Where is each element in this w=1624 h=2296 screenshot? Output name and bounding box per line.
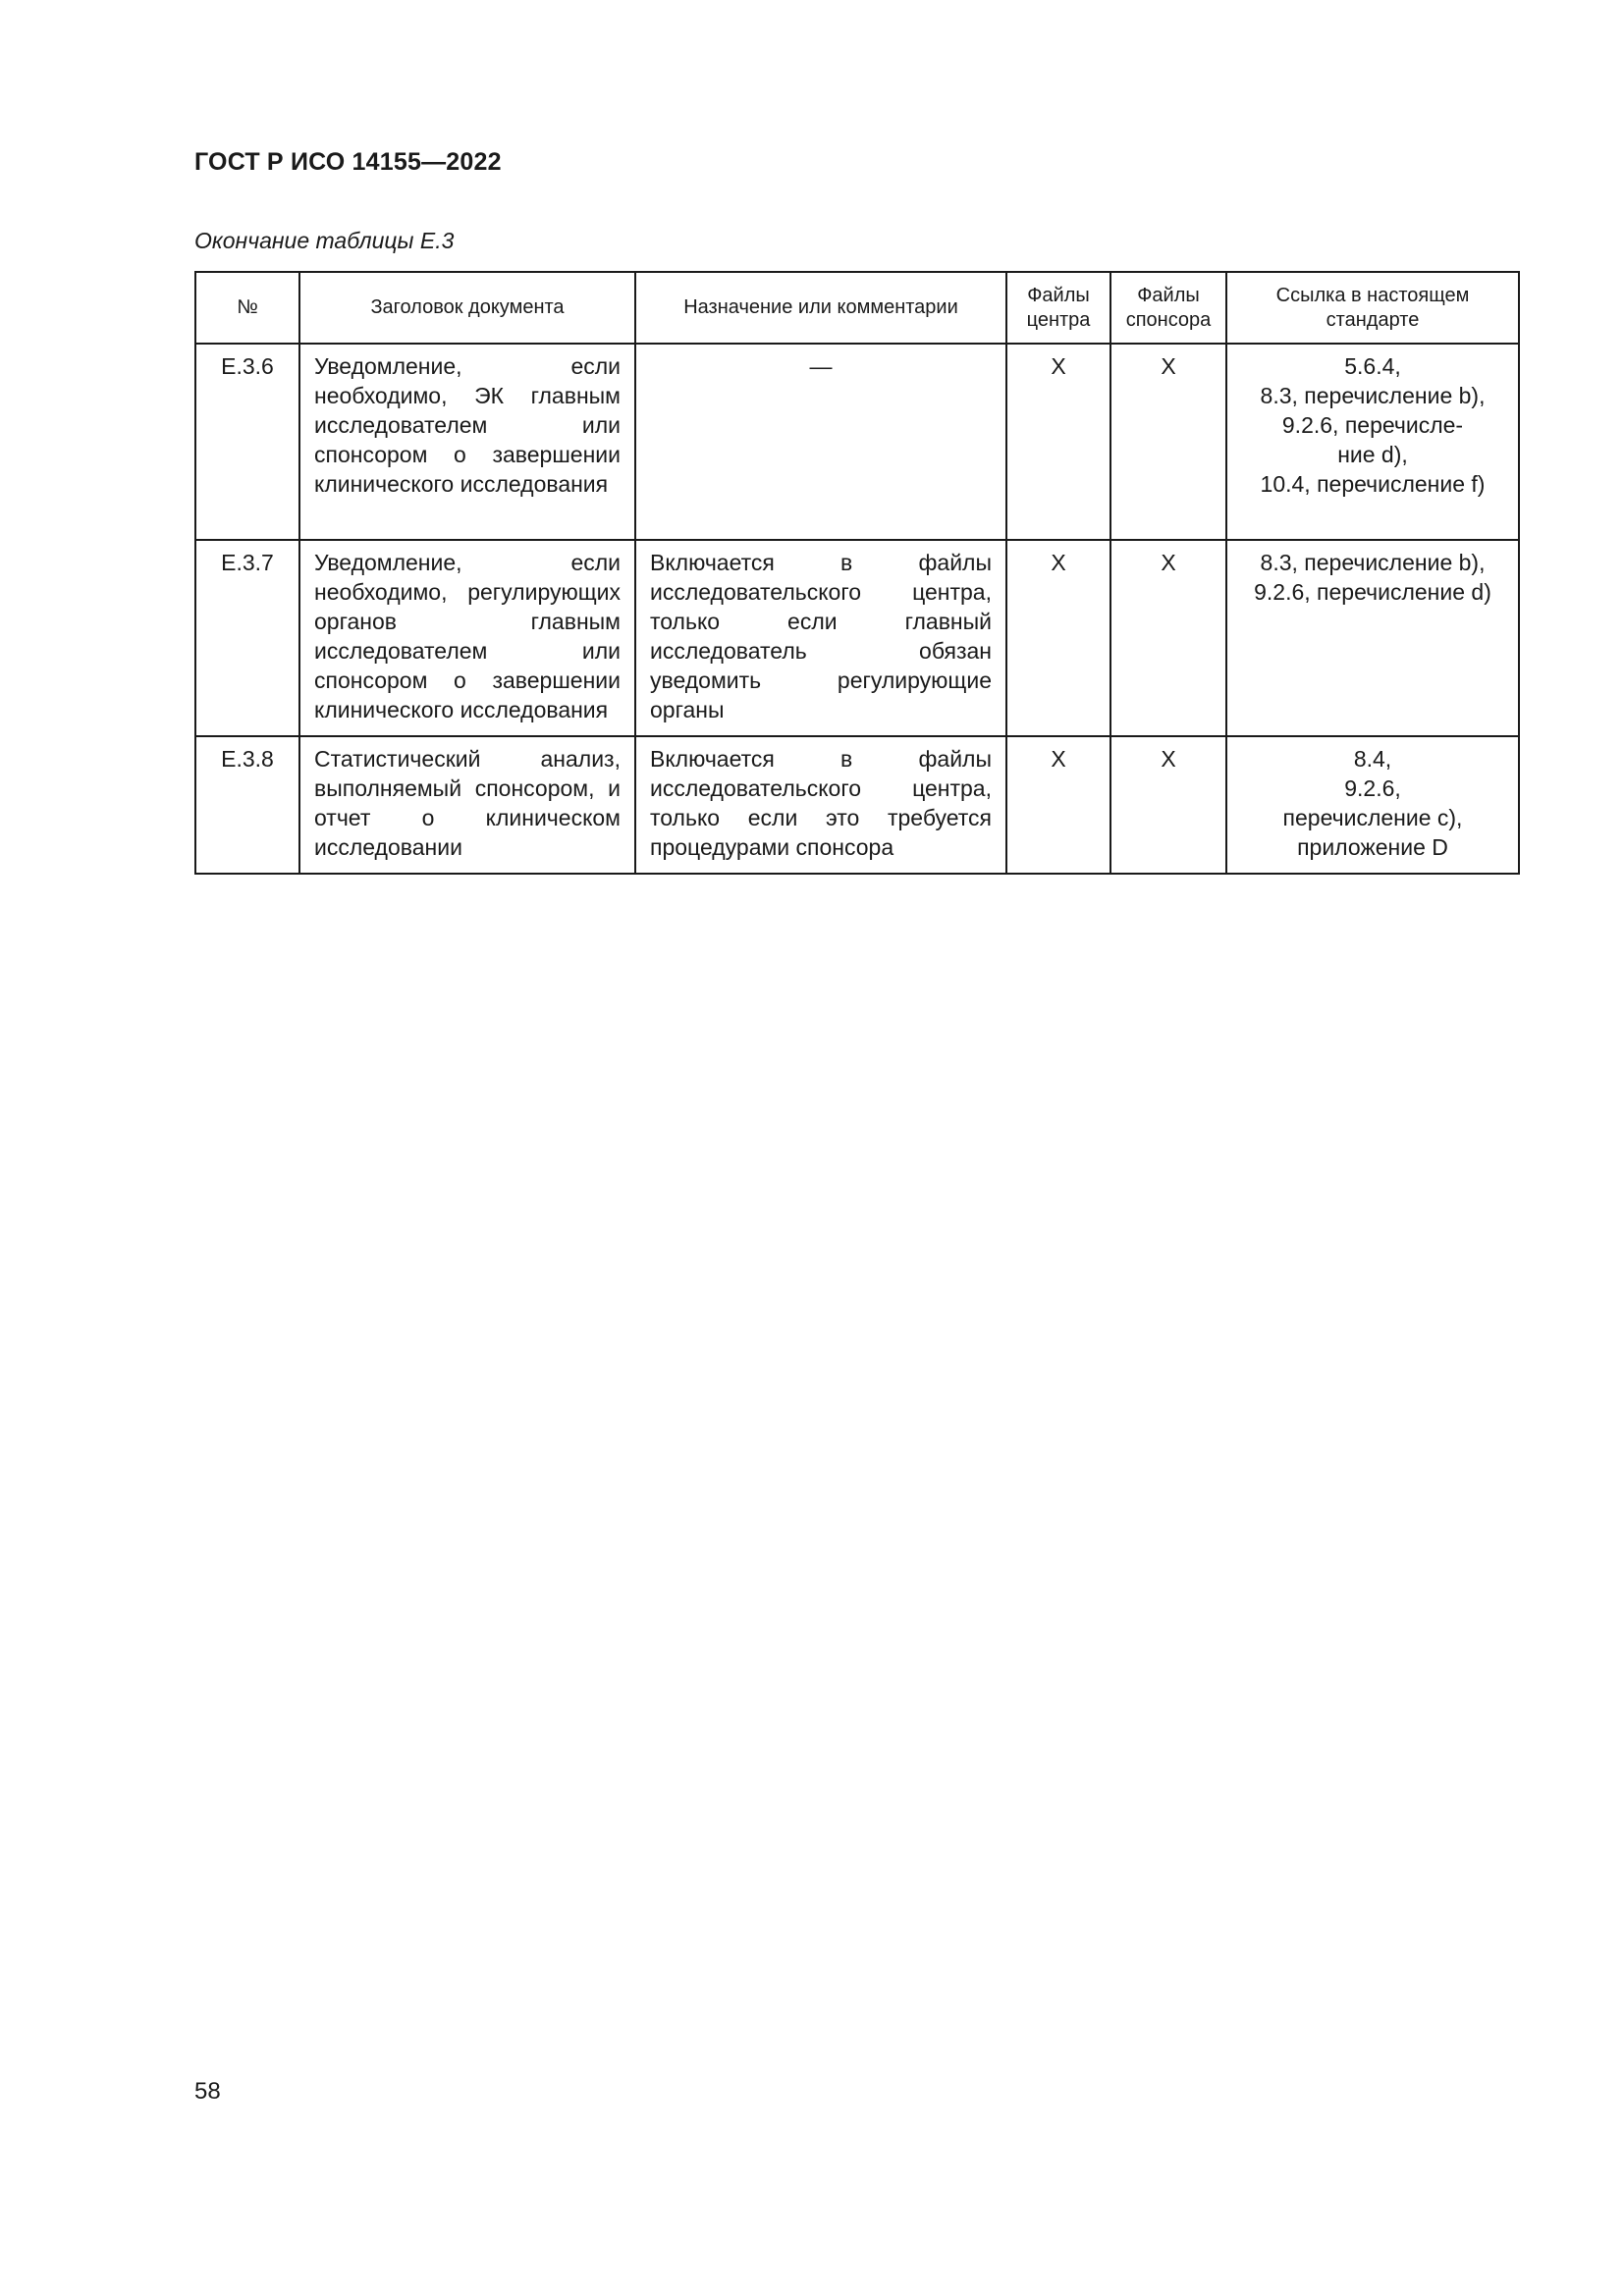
row-document-title: Статистический анализ, выполняемый спонсором, и отчет о клиническом исследовании bbox=[299, 736, 635, 874]
column-header-reference: Ссылка в настоящем стандарте bbox=[1226, 272, 1519, 344]
row-reference: 8.3, перечисление b), 9.2.6, перечисление d) bbox=[1226, 540, 1519, 736]
row-sponsor-files-mark: X bbox=[1110, 736, 1226, 874]
row-document-title: Уведомление, если необходимо, ЭК главным исследователем или спонсором о завершении клинического исследования bbox=[299, 344, 635, 540]
references-table bbox=[194, 271, 1520, 875]
row-site-files-mark: X bbox=[1006, 540, 1110, 736]
row-document-title: Уведомление, если необходимо, регулирующих органов главным исследователем или спонсором о завершении клинического исследования bbox=[299, 540, 635, 736]
row-number: Е.3.8 bbox=[195, 736, 299, 874]
row-site-files-mark: X bbox=[1006, 344, 1110, 540]
column-header-site-files: Файлы центра bbox=[1006, 272, 1110, 344]
row-purpose: Включается в файлы исследовательского центра, только если главный исследователь обязан уведомить регулирующие органы bbox=[635, 540, 1006, 736]
column-header-number: № bbox=[195, 272, 299, 344]
column-header-document-title: Заголовок документа bbox=[299, 272, 635, 344]
column-header-purpose: Назначение или комментарии bbox=[635, 272, 1006, 344]
row-number: Е.3.6 bbox=[195, 344, 299, 540]
row-site-files-mark: X bbox=[1006, 736, 1110, 874]
document-header: ГОСТ Р ИСО 14155—2022 bbox=[194, 148, 502, 176]
table-header-row bbox=[195, 272, 1519, 344]
row-purpose: Включается в файлы исследовательского центра, только если это требуется процедурами спонсора bbox=[635, 736, 1006, 874]
row-reference: 5.6.4, 8.3, перечисление b), 9.2.6, перечисле- ние d), 10.4, перечисление f) bbox=[1226, 344, 1519, 540]
row-sponsor-files-mark: X bbox=[1110, 344, 1226, 540]
table-caption: Окончание таблицы Е.3 bbox=[194, 228, 455, 253]
row-number: Е.3.7 bbox=[195, 540, 299, 736]
row-purpose: — bbox=[635, 344, 1006, 540]
table-row bbox=[195, 344, 1519, 540]
table-row bbox=[195, 540, 1519, 736]
row-reference: 8.4, 9.2.6, перечисление с), приложение D bbox=[1226, 736, 1519, 874]
table-row bbox=[195, 736, 1519, 874]
row-sponsor-files-mark: X bbox=[1110, 540, 1226, 736]
column-header-sponsor-files: Файлы спонсора bbox=[1110, 272, 1226, 344]
page-number: 58 bbox=[194, 2078, 221, 2105]
